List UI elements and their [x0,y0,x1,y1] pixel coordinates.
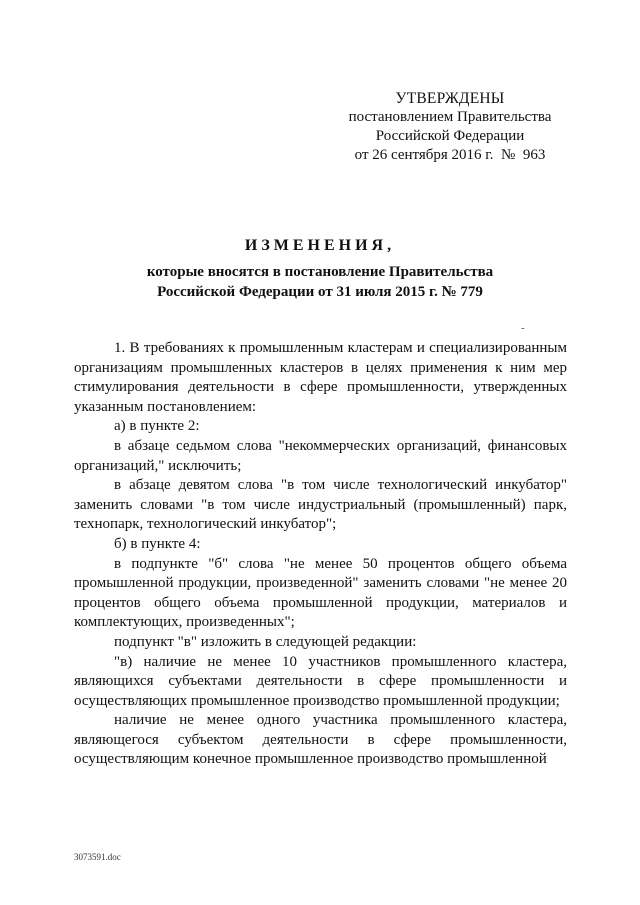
margin-mark: - [521,322,525,334]
paragraph-9: наличие не менее одного участника промышленного кластера, являющегося субъектом деятельности в сфере промышленности, осуществляющим конечное промышленное производство промышленной [74,712,567,768]
subtitle-line-2: Российской Федерации от 31 июля 2015 г. № 779 [157,284,483,300]
paragraph-5: б) в пункте 4: [114,535,201,552]
file-name-footer: 3073591.doc [74,852,121,862]
paragraph-1: 1. В требованиях к промышленным кластерам и специализированным организациям промышленных кластеров в целях применения к ним мер стимулирования деятельности в сфере промышленности, утвержденных указанным постановлением: [74,340,567,415]
paragraph-3: в абзаце седьмом слова "некоммерческих организаций, финансовых организаций," исключить; [74,437,567,474]
document-subtitle [0,262,640,302]
approval-block [330,89,570,165]
approval-line-3: от 26 сентября 2016 г. № 963 [354,147,546,163]
paragraph-6: в подпункте "б" слова "не менее 50 процентов общего объема промышленной продукции, произведенной" заменить словами "не менее 20 процентов общего объема промышленной продукции, материалов и комплектующих, произведенных"; [74,555,567,631]
approval-line-2: Российской Федерации [375,128,525,144]
approval-line-1: постановлением Правительства [348,109,552,125]
paragraph-2: а) в пункте 2: [114,418,200,435]
document-body [74,339,567,770]
subtitle-line-1: которые вносятся в постановление Правительства [146,264,494,280]
paragraph-7: подпункт "в" изложить в следующей редакции: [114,633,417,650]
approval-heading: УТВЕРЖДЕНЫ [395,90,505,107]
paragraph-8: "в) наличие не менее 10 участников промышленного кластера, являющихся субъектами деятельности в сфере промышленности и осуществляющих промышленное производство промышленной продукции; [74,653,567,709]
paragraph-4: в абзаце девятом слова "в том числе технологический инкубатор" заменить словами "в том числе индустриальный (промышленный) парк, технопарк, технологический инкубатор"; [74,477,567,533]
document-title: ИЗМЕНЕНИЯ, [244,237,396,254]
